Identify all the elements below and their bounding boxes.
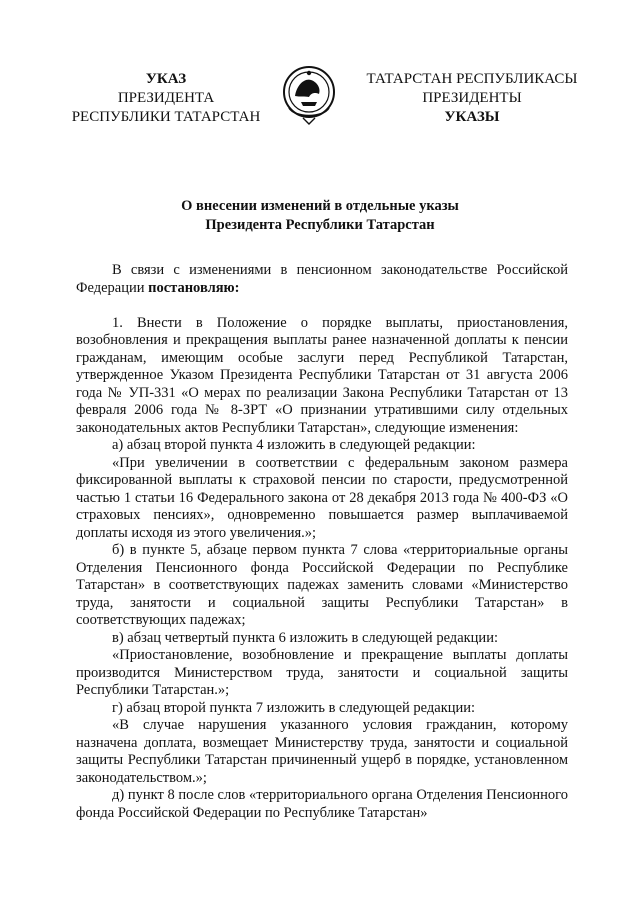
paragraph-6: «Приостановление, возобновление и прекращение выплаты доплаты производится Министерством труда, занятости и социальной защиты Республики Татарстан.»;: [76, 647, 568, 698]
paragraph-2: а) абзац второй пункта 4 изложить в следующей редакции:: [112, 437, 476, 453]
document-header: [0, 70, 640, 140]
paragraph-8: «В случае нарушения указанного условия гражданин, которому назначена доплата, возмещает Министерству труда, занятости и социальной защиты Республики Татарстан причиненный ущерб в порядке, установленном законодательством.»;: [76, 717, 568, 786]
header-right-line-3: УКАЗЫ: [444, 109, 500, 125]
preamble-bold: постановляю:: [148, 279, 240, 296]
preamble-text: В связи с изменениями в пенсионном законодательстве Российской Федерации: [76, 262, 568, 296]
header-left-line-3: РЕСПУБЛИКИ ТАТАРСТАН: [71, 109, 261, 125]
header-left-block: [62, 70, 270, 127]
header-right-line-2: ПРЕЗИДЕНТЫ: [422, 90, 522, 106]
paragraph-9: д) пункт 8 после слов «территориального органа Отделения Пенсионного фонда Российской Федерации по Республике Татарстан»: [76, 787, 568, 821]
title-line-2: Президента Республики Татарстан: [205, 217, 435, 233]
paragraph-3: «При увеличении в соответствии с федеральным законом размера фиксированной выплаты к страховой пенсии по старости, предусмотренной частью 1 статьи 16 Федерального закона от 28 декабря 2013 года № 400-ФЗ «О страховых пенсиях», одновременно повышается размер выплачиваемой доплаты исходя из этого увеличения.»;: [76, 454, 568, 541]
header-right-block: [352, 70, 592, 127]
header-left-line-1: УКАЗ: [145, 71, 187, 87]
header-right-line-1: ТАТАРСТАН РЕСПУБЛИКАСЫ: [366, 71, 578, 87]
preamble-paragraph: [76, 262, 568, 297]
paragraph-7: г) абзац второй пункта 7 изложить в следующей редакции:: [112, 699, 476, 716]
paragraph-5: в) абзац четвертый пункта 6 изложить в следующей редакции:: [112, 629, 498, 646]
paragraph-4: б) в пункте 5, абзаце первом пункта 7 слова «территориальные органы Отделения Пенсионного фонда Российской Федерации по Республике Татарстан» в соответствующих падежах заменить словами «Министерство труда, занятости и социальной защиты Республики Татарстан» в соответствующих падежах;: [76, 542, 568, 628]
header-left-line-2: ПРЕЗИДЕНТА: [117, 90, 215, 106]
document-body: [76, 262, 568, 822]
tatarstan-emblem-icon: [281, 62, 337, 126]
paragraph-1: 1. Внести в Положение о порядке выплаты, приостановления, возобновления и прекращения выплаты ранее назначенной доплаты к пенсии гражданам, имеющим особые заслуги перед Республикой Татарстан, утвержденное Указом Президента Республики Татарстан от 31 августа 2006 года № УП-331 «О мерах по реализации Закона Республики Татарстан от 13 февраля 2006 года № 8-ЗРТ «О признании утратившими силу отдельных законодательных актов Республики Татарстан», следующие изменения:: [76, 314, 568, 436]
document-title: [60, 197, 580, 235]
title-line-1: О внесении изменений в отдельные указы: [181, 198, 459, 214]
